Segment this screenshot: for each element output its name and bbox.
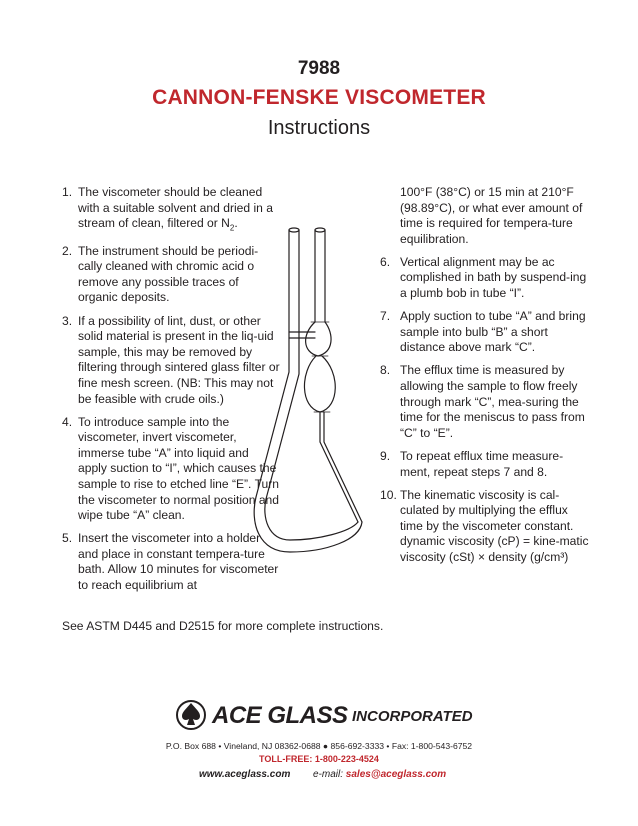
step-3	[62, 314, 280, 408]
document-number: 7988	[297, 58, 341, 79]
company-name: ACE GLASS	[212, 702, 348, 729]
step-number: 2.	[62, 243, 73, 258]
step-number: 3.	[62, 313, 73, 328]
astm-reference: See ASTM D445 and D2515 for more complete instructions.	[62, 619, 384, 633]
step-8	[380, 363, 590, 441]
email-label: e-mail:	[313, 769, 344, 780]
ace-glass-logo	[176, 698, 473, 734]
step-text-tail: .	[234, 216, 238, 231]
website-link[interactable]: www.aceglass.com	[199, 769, 291, 780]
step-7	[380, 309, 590, 356]
instructions-left-column	[62, 185, 280, 601]
spade-icon	[176, 698, 206, 732]
step-9	[380, 449, 590, 480]
step-text: Vertical alignment may be ac complished in bath by suspend-ing a plumb bob in tube “I”.	[400, 254, 587, 301]
step-number: 5.	[62, 531, 73, 546]
step-1	[62, 185, 280, 236]
step-text: The efflux time is measured by allowing the sample to flow freely through mark “C”, mea-suring the time for the meniscus to pass from “C” to “E”.	[400, 363, 585, 440]
step-number: 9.	[380, 448, 391, 463]
company-address: P.O. Box 688 • Vineland, NJ 08362-0688 ● 856-692-3333 • Fax: 1-800-543-6752	[165, 741, 473, 751]
email-contact	[313, 769, 446, 780]
step-number: 7.	[380, 309, 391, 324]
toll-free-number: TOLL-FREE: 1-800-223-4524	[259, 754, 379, 764]
step-number: 4.	[62, 414, 73, 429]
step-text: The instrument should be periodi-cally cleaned with chromic acid o remove any possible traces of organic deposits.	[78, 243, 259, 305]
step-text: The viscometer should be cleaned with a suitable solvent and dried in a stream of clean, filtered or N	[78, 185, 273, 231]
step-number: 1.	[62, 185, 73, 199]
step-5	[62, 531, 280, 593]
step-text: To repeat efflux time measure-ment, repeat steps 7 and 8.	[400, 448, 564, 479]
step-text: To introduce sample into the viscometer, invert viscometer, immerse tube “A” into liquid and apply suction to “I”, which causes the sample to rise to etched line “E”. Turn the viscometer to normal position and wipe tube “A” clean.	[78, 414, 279, 523]
instructions-right-column	[380, 185, 590, 573]
step-subscript: 2	[229, 223, 235, 233]
email-link[interactable]: sales@aceglass.com	[345, 769, 447, 780]
step-text: Apply suction to tube “A” and bring sample into bulb “B” a short distance above mark “C”.	[400, 309, 586, 355]
viscometer-illustration	[250, 222, 380, 592]
step-number: 10.	[380, 487, 397, 502]
step-text: The kinematic viscosity is cal-culated by multiplying the efflux time by the viscometer constant. dynamic viscosity (cP) = kine-matic viscosity (cSt) × density (g/cm³)	[400, 487, 589, 564]
step-4	[62, 415, 280, 524]
company-incorporated: INCORPORATED	[352, 708, 473, 725]
document-title: CANNON-FENSKE VISCOMETER	[152, 86, 486, 109]
step-number: 6.	[380, 254, 391, 269]
step-number: 8.	[380, 363, 391, 378]
step-6	[380, 255, 590, 302]
step-text: Insert the viscometer into a holder and place in constant tempera-ture bath. Allow 10 minutes for viscometer to reach equilibrium at	[78, 531, 279, 593]
step-5-continued: 100°F (38°C) or 15 min at 210°F (98.89°C), or what ever amount of time is required for tempera-ture equilibration.	[400, 185, 583, 246]
step-2	[62, 244, 280, 306]
step-10	[380, 488, 590, 566]
document-subtitle: Instructions	[267, 117, 371, 139]
step-text: If a possibility of lint, dust, or other solid material is present in the liq-uid sample, this may be removed by filtering through sintered glass filter or fine mesh screen. (NB: This may not be feasible with crude oils.)	[78, 313, 280, 406]
